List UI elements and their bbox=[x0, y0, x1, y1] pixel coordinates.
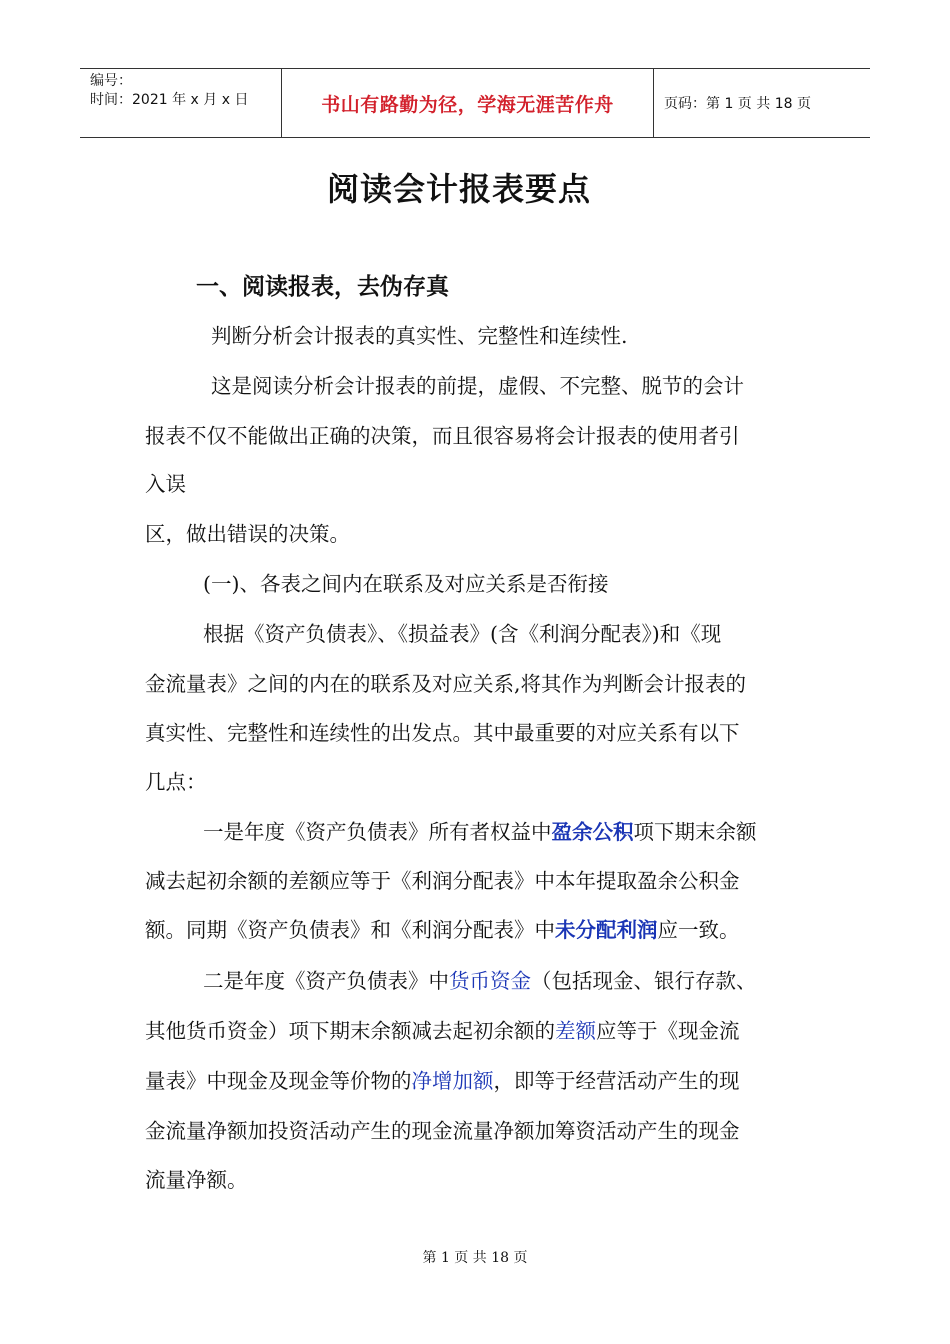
number-label: 编号： bbox=[90, 73, 132, 89]
paragraph-line: 真实性、完整性和连续性的出发点。其中最重要的对应关系有以下 bbox=[145, 721, 740, 745]
paragraph-line: 报表不仅不能做出正确的决策，而且很容易将会计报表的使用者引 bbox=[145, 424, 740, 448]
text-run: 额。同期《资产负债表》和《利润分配表》中 bbox=[145, 918, 555, 942]
text-run: （包括现金、银行存款、 bbox=[531, 969, 757, 993]
paragraph-line: 金流量表》之间的内在的联系及对应关系,将其作为判断会计报表的 bbox=[145, 672, 747, 696]
header-table bbox=[80, 68, 870, 138]
text-run: 应一致。 bbox=[657, 918, 740, 942]
date-label: 时间：2021 年 x 月 x 日 bbox=[90, 92, 249, 108]
header-page-info: 页码：第 1 页 共 18 页 bbox=[664, 96, 811, 112]
link-undistributed-profit[interactable]: 未分配利润 bbox=[555, 918, 658, 942]
paragraph-line: 减去起初余额的差额应等于《利润分配表》中本年提取盈余公积金 bbox=[145, 869, 740, 893]
text-run: 项下期末余额 bbox=[633, 820, 757, 844]
section-heading: 一、阅读报表，去伪存真 bbox=[196, 274, 449, 300]
text-run: 其他货币资金）项下期末余额减去起初余额的 bbox=[145, 1019, 555, 1043]
paragraph-line: 这是阅读分析会计报表的前提，虚假、不完整、脱节的会计 bbox=[211, 374, 744, 398]
paragraph-line: 流量净额。 bbox=[145, 1168, 248, 1192]
subsection-heading: (一)、各表之间内在联系及对应关系是否衔接 bbox=[203, 572, 609, 596]
link-monetary-funds[interactable]: 货币资金 bbox=[449, 969, 531, 993]
paragraph-line bbox=[203, 967, 757, 995]
header-motto: 书山有路勤为径，学海无涯苦作舟 bbox=[282, 69, 654, 137]
page-footer: 第 1 页 共 18 页 bbox=[422, 1250, 528, 1266]
text-run: 二是年度《资产负债表》中 bbox=[203, 969, 449, 993]
paragraph-line bbox=[145, 1017, 740, 1045]
paragraph-line: 根据《资产负债表》、《损益表》(含《利润分配表》)和《现 bbox=[203, 622, 722, 646]
paragraph-line bbox=[203, 818, 757, 846]
paragraph-line bbox=[145, 1067, 740, 1095]
paragraph-line: 金流量净额加投资活动产生的现金流量净额加筹资活动产生的现金 bbox=[145, 1119, 740, 1143]
document-title: 阅读会计报表要点 bbox=[326, 170, 591, 208]
text-run: 一是年度《资产负债表》所有者权益中 bbox=[203, 820, 552, 844]
text-run: 应等于《现金流 bbox=[596, 1019, 740, 1043]
text-run: 量表》中现金及现金等价物的 bbox=[145, 1069, 412, 1093]
link-net-increase[interactable]: 净增加额 bbox=[411, 1069, 494, 1093]
paragraph-line: 区，做出错误的决策。 bbox=[145, 522, 350, 546]
text-run: ，即等于经营活动产生的现 bbox=[493, 1069, 740, 1093]
paragraph-line: 入误 bbox=[145, 472, 186, 496]
paragraph-line: 几点： bbox=[145, 770, 207, 794]
link-surplus-reserve[interactable]: 盈余公积 bbox=[551, 820, 634, 844]
paragraph-line bbox=[145, 916, 740, 944]
link-difference[interactable]: 差额 bbox=[555, 1019, 596, 1043]
header-info-cell bbox=[80, 69, 282, 137]
paragraph-line: 判断分析会计报表的真实性、完整性和连续性. bbox=[211, 324, 628, 348]
